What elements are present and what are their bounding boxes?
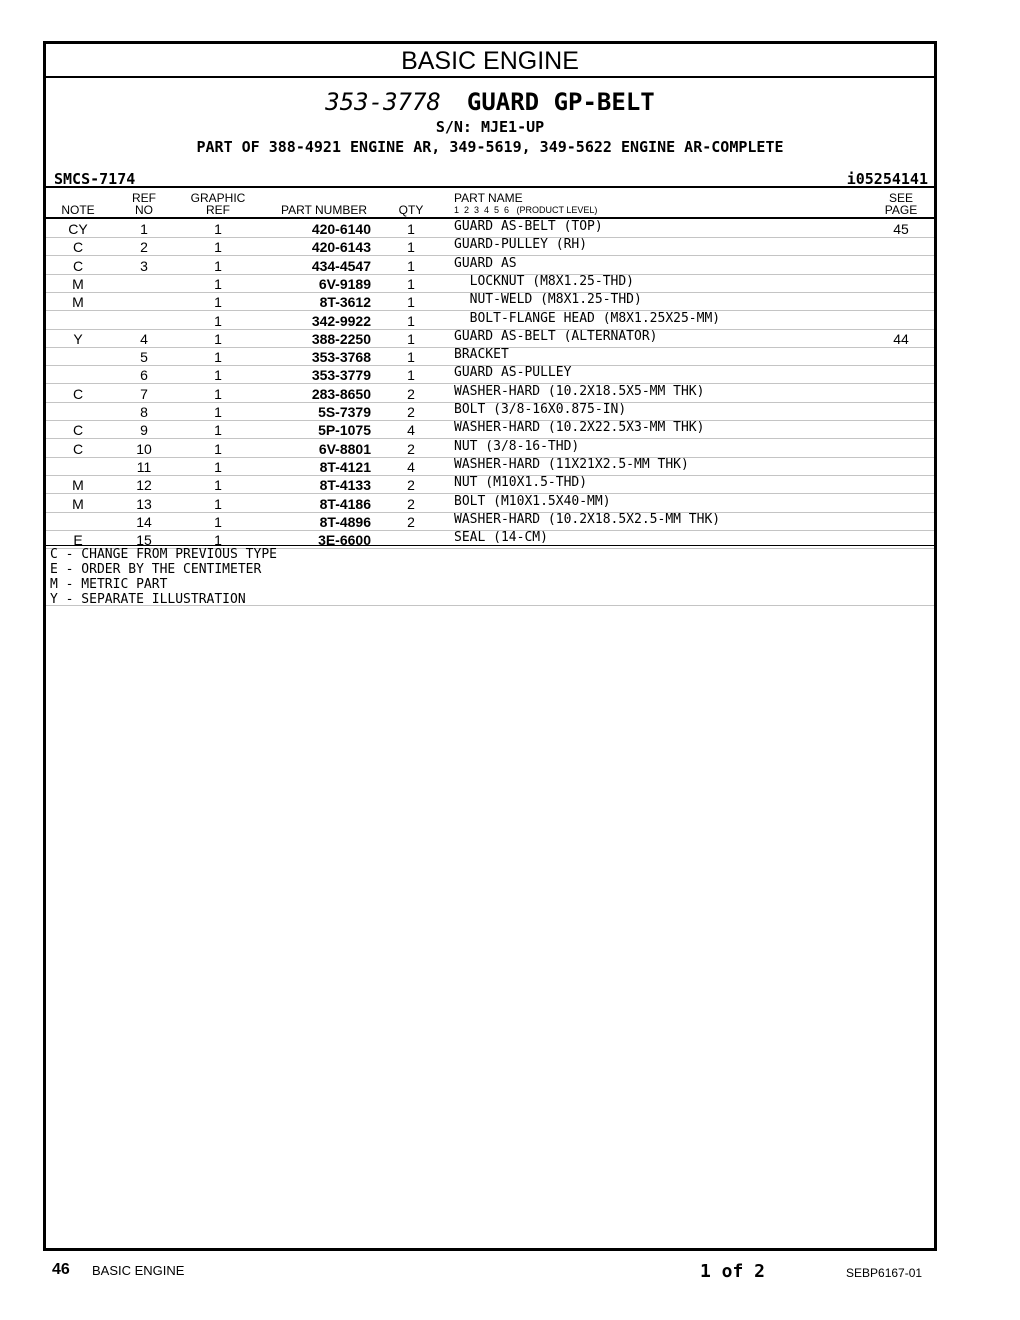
legend-bottom-rule <box>46 605 934 606</box>
table-row <box>46 237 934 256</box>
row-qty: 1 <box>407 367 415 384</box>
row-note: C <box>72 385 84 402</box>
row-part-name: WASHER-HARD (10.2X18.5X2.5-MM THK) <box>454 511 721 527</box>
row-qty: 4 <box>407 422 415 439</box>
table-row <box>46 384 934 403</box>
row-part-name: GUARD AS-BELT (ALTERNATOR) <box>454 328 658 344</box>
col-header-see-page: SEE PAGE <box>884 191 918 217</box>
table-row <box>46 292 934 311</box>
legend-item: C - CHANGE FROM PREVIOUS TYPE <box>50 547 277 562</box>
table-row <box>46 420 934 439</box>
row-graphic-ref: 1 <box>214 221 222 237</box>
row-qty: 1 <box>407 239 415 256</box>
row-ref-no: 2 <box>140 239 148 256</box>
row-qty: 2 <box>407 495 415 512</box>
sheet-indicator: 1 of 2 <box>700 1261 766 1282</box>
row-see-page: 45 <box>893 221 909 237</box>
row-graphic-ref: 1 <box>214 513 222 530</box>
table-row <box>46 347 934 366</box>
row-part-number: 5P-1075 <box>318 422 371 439</box>
row-part-number: 8T-4133 <box>319 477 371 494</box>
row-part-name: GUARD AS-BELT (TOP) <box>454 219 603 234</box>
table-row <box>46 512 934 531</box>
smcs-code: SMCS-7174 <box>54 170 136 188</box>
row-ref-no: 7 <box>140 385 148 402</box>
row-graphic-ref: 1 <box>214 458 222 475</box>
row-note: M <box>72 477 84 494</box>
row-see-page: 44 <box>893 330 909 347</box>
row-part-name: BOLT (M10X1.5X40-MM) <box>454 493 611 509</box>
row-graphic-ref: 1 <box>214 275 222 292</box>
row-part-number: 8T-4121 <box>319 458 371 475</box>
table-row <box>46 329 934 348</box>
row-ref-no: 8 <box>140 404 148 420</box>
group-title <box>46 88 934 116</box>
row-note: C <box>72 422 84 439</box>
row-ref-no: 13 <box>136 495 152 512</box>
table-row <box>46 365 934 384</box>
row-ref-no: 3 <box>140 257 148 274</box>
table-row <box>46 475 934 494</box>
row-part-name: GUARD AS <box>454 255 517 271</box>
row-note: C <box>72 440 84 457</box>
row-qty: 1 <box>407 312 415 329</box>
table-row <box>46 256 934 275</box>
row-qty: 2 <box>407 513 415 530</box>
row-graphic-ref: 1 <box>214 404 222 420</box>
row-part-name: GUARD-PULLEY (RH) <box>454 237 588 253</box>
table-row <box>46 494 934 513</box>
row-note: CY <box>68 221 88 237</box>
illustration-id: i05254141 <box>846 170 928 188</box>
row-part-number: 8T-4186 <box>319 495 371 512</box>
row-qty: 2 <box>407 404 415 420</box>
table-row <box>46 457 934 476</box>
part-of-line: PART OF 388-4921 ENGINE AR, 349-5619, 349-5622 ENGINE AR-COMPLETE <box>196 138 784 156</box>
row-graphic-ref: 1 <box>214 312 222 329</box>
col-header-product-levels: 1 2 3 4 5 6 (PRODUCT LEVEL) <box>454 205 598 215</box>
row-graphic-ref: 1 <box>214 257 222 274</box>
row-part-number: 342-9922 <box>311 312 371 329</box>
legend-item: M - METRIC PART <box>50 577 168 592</box>
row-ref-no: 14 <box>136 513 152 530</box>
row-qty: 1 <box>407 330 415 347</box>
row-ref-no: 11 <box>136 458 152 475</box>
row-graphic-ref: 1 <box>214 422 222 439</box>
row-note: M <box>72 495 84 512</box>
row-note: C <box>72 257 84 274</box>
row-part-name: NUT (3/8-16-THD) <box>454 438 580 454</box>
row-part-number: 353-3768 <box>311 349 371 366</box>
row-graphic-ref: 1 <box>214 385 222 402</box>
legend-top-rule <box>46 545 934 546</box>
row-part-number: 5S-7379 <box>318 404 371 420</box>
row-qty: 1 <box>407 221 415 237</box>
row-qty: 1 <box>407 294 415 311</box>
row-graphic-ref: 1 <box>214 477 222 494</box>
header-top-rule <box>46 186 934 188</box>
footer-section: BASIC ENGINE <box>92 1263 185 1278</box>
row-part-number: 420-6143 <box>311 239 371 256</box>
col-header-graphic-ref: GRAPHIC REF <box>190 191 246 217</box>
row-graphic-ref: 1 <box>214 330 222 347</box>
row-part-name: WASHER-HARD (10.2X22.5X3-MM THK) <box>454 420 705 436</box>
row-part-name: WASHER-HARD (10.2X18.5X5-MM THK) <box>454 383 705 399</box>
row-part-name: GUARD AS-PULLEY <box>454 365 572 381</box>
legend-item: Y - SEPARATE ILLUSTRATION <box>50 592 246 607</box>
row-qty: 1 <box>407 349 415 366</box>
row-graphic-ref: 1 <box>214 440 222 457</box>
row-ref-no: 9 <box>140 422 148 439</box>
row-graphic-ref: 1 <box>214 294 222 311</box>
row-part-name: NUT (M10X1.5-THD) <box>454 475 588 491</box>
row-part-name: BOLT-FLANGE HEAD (M8X1.25X25-MM) <box>454 310 721 326</box>
row-qty: 2 <box>407 440 415 457</box>
group-name: GUARD GP-BELT <box>466 88 655 116</box>
row-note: M <box>72 275 84 292</box>
row-ref-no: 1 <box>140 221 148 237</box>
row-qty: 2 <box>407 385 415 402</box>
row-part-number: 388-2250 <box>311 330 371 347</box>
row-part-number: 353-3779 <box>311 367 371 384</box>
row-ref-no: 4 <box>140 330 148 347</box>
table-row <box>46 311 934 330</box>
group-number: 353-3778 <box>325 88 441 116</box>
row-graphic-ref: 1 <box>214 239 222 256</box>
row-part-number: 8T-4896 <box>319 513 371 530</box>
row-qty: 4 <box>407 458 415 475</box>
row-part-number: 6V-8801 <box>318 440 371 457</box>
row-part-name: BRACKET <box>454 347 509 363</box>
row-part-number: 3E-6600 <box>318 532 371 549</box>
table-row <box>46 439 934 458</box>
row-part-number: 420-6140 <box>311 221 371 237</box>
row-ref-no: 10 <box>136 440 152 457</box>
row-ref-no: 12 <box>136 477 152 494</box>
row-part-name: SEAL (14-CM) <box>454 530 548 546</box>
row-graphic-ref: 1 <box>214 349 222 366</box>
row-ref-no: 15 <box>136 532 152 549</box>
row-note: Y <box>73 330 83 347</box>
table-row <box>46 274 934 293</box>
row-part-number: 434-4547 <box>311 257 371 274</box>
document-id: SEBP6167-01 <box>846 1266 923 1280</box>
serial-number: S/N: MJE1-UP <box>435 118 545 136</box>
col-header-ref-no: REF NO <box>132 191 156 217</box>
section-title: BASIC ENGINE <box>46 44 934 78</box>
row-ref-no: 6 <box>140 367 148 384</box>
row-qty: 2 <box>407 477 415 494</box>
row-ref-no: 5 <box>140 349 148 366</box>
row-note: C <box>72 239 84 256</box>
row-part-number: 8T-3612 <box>319 294 371 311</box>
row-part-number: 6V-9189 <box>318 275 371 292</box>
row-part-name: BOLT (3/8-16X0.875-IN) <box>454 402 627 417</box>
row-graphic-ref: 1 <box>214 495 222 512</box>
row-qty: 1 <box>407 257 415 274</box>
col-header-note: NOTE <box>61 203 95 217</box>
col-header-part-number: PART NUMBER <box>280 203 367 217</box>
col-header-part-name: PART NAME <box>454 191 523 205</box>
page-frame <box>43 41 937 1251</box>
row-part-name: NUT-WELD (M8X1.25-THD) <box>454 292 642 308</box>
row-part-number: 283-8650 <box>311 385 371 402</box>
table-row <box>46 402 934 421</box>
row-graphic-ref: 1 <box>214 367 222 384</box>
table-row <box>46 219 934 238</box>
row-part-name: WASHER-HARD (11X21X2.5-MM THK) <box>454 456 689 472</box>
row-graphic-ref: 1 <box>214 532 222 549</box>
row-qty: 1 <box>407 275 415 292</box>
row-part-name: LOCKNUT (M8X1.25-THD) <box>454 273 635 289</box>
col-header-qty: QTY <box>398 203 424 217</box>
row-note: E <box>73 532 83 549</box>
legend-item: E - ORDER BY THE CENTIMETER <box>50 562 262 577</box>
page-number: 46 <box>52 1261 70 1278</box>
row-note: M <box>72 294 84 311</box>
